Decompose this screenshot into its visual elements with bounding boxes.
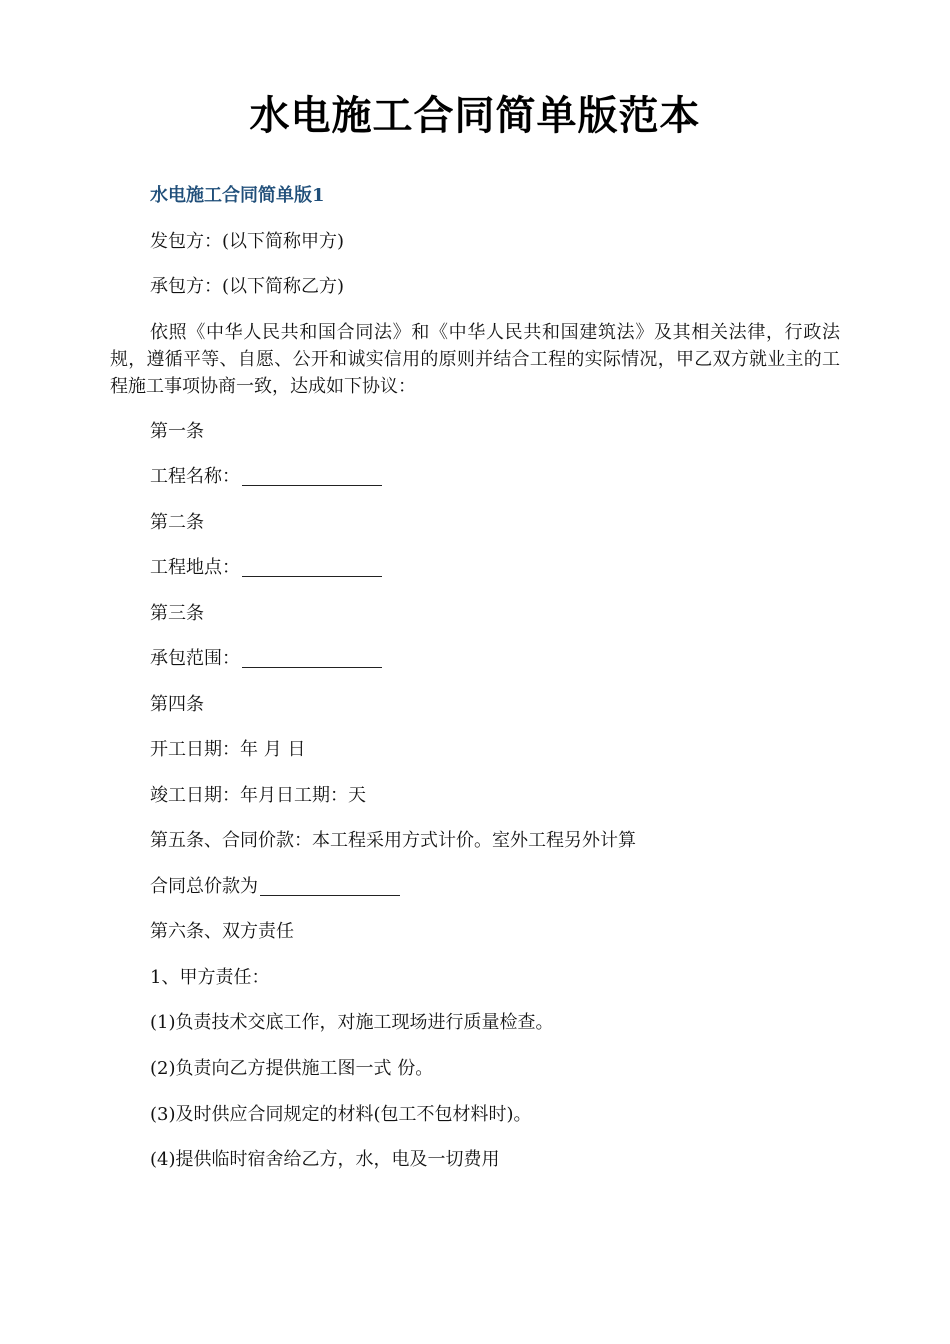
article-2-heading: 第二条 [150,512,204,533]
project-location-label: 工程地点： [150,557,240,578]
article-4-heading: 第四条 [150,694,204,715]
total-price-label: 合同总价款为 [150,876,258,897]
completion-date-line: 竣工日期：年月日工期：天 [150,785,366,806]
duty-item-2: (2)负责向乙方提供施工图一式 份。 [150,1058,434,1079]
party-a-duties-heading: 1、甲方责任： [150,967,270,988]
party-a-line: 发包方：(以下简称甲方) [150,231,345,252]
intro-paragraph: 依照《中华人民共和国合同法》和《中华人民共和国建筑法》及其相关法律，行政法规，遵循平等、自愿、公开和诚实信用的原则并结合工程的实际情况，甲乙双方就业主的工程施工事项协商一致，达成如下协议： [110,322,840,397]
duty-item-4: (4)提供临时宿舍给乙方，水，电及一切费用 [150,1149,500,1170]
project-name-field [150,463,382,491]
article-5-line: 第五条、合同价款：本工程采用方式计价。室外工程另外计算 [150,830,636,851]
party-b-line: 承包方：(以下简称乙方) [150,276,345,297]
document-subtitle: 水电施工合同简单版1 [150,185,325,206]
contract-scope-blank [242,649,382,668]
project-name-blank [242,467,382,486]
article-3-heading: 第三条 [150,603,204,624]
project-location-blank [242,558,382,577]
total-price-blank [260,877,400,896]
total-price-field [150,873,400,901]
start-date-line: 开工日期：年 月 日 [150,739,306,760]
contract-scope-field [150,645,382,673]
project-location-field [150,554,382,582]
document-title: 水电施工合同简单版范本 [249,92,701,139]
article-1-heading: 第一条 [150,421,204,442]
project-name-label: 工程名称： [150,466,240,487]
duty-item-3: (3)及时供应合同规定的材料(包工不包材料时)。 [150,1104,532,1125]
article-6-heading: 第六条、双方责任 [150,921,294,942]
contract-scope-label: 承包范围： [150,648,240,669]
duty-item-1: (1)负责技术交底工作，对施工现场进行质量检查。 [150,1012,554,1033]
